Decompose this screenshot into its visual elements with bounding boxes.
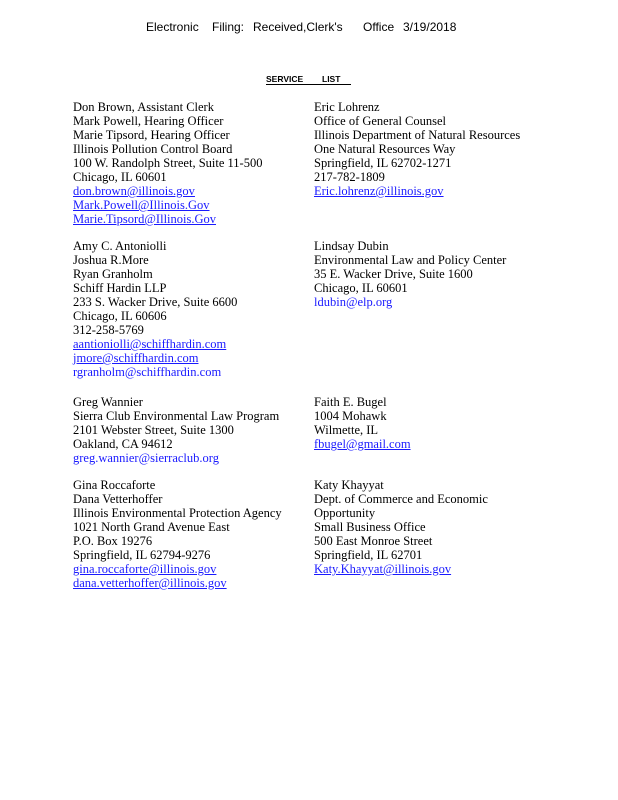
contact-line: Opportunity	[314, 506, 376, 520]
contact-line: Dana Vetterhoffer	[73, 492, 163, 506]
contact-line: Environmental Law and Policy Center	[314, 253, 507, 267]
contact-line: Office of General Counsel	[314, 114, 447, 128]
title-underline	[266, 84, 351, 85]
email-link[interactable]: rgranholm@schiffhardin.com	[73, 365, 222, 379]
email-link[interactable]: fbugel@gmail.com	[314, 437, 411, 451]
contact-block-antoniolli	[73, 239, 237, 379]
contact-line: 35 E. Wacker Drive, Suite 1600	[314, 267, 473, 281]
contact-block-wannier	[73, 395, 279, 465]
header-filing: Filing:	[212, 20, 245, 34]
contact-line: P.O. Box 19276	[73, 534, 153, 548]
contact-line: Springfield, IL 62794-9276	[73, 548, 211, 562]
contact-line: Mark Powell, Hearing Officer	[73, 114, 224, 128]
header-received: Received,Clerk's	[253, 20, 343, 34]
email-link[interactable]: ldubin@elp.org	[314, 295, 393, 309]
contact-line: Lindsay Dubin	[314, 239, 389, 253]
email-link[interactable]: jmore@schiffhardin.com	[73, 351, 199, 365]
email-link[interactable]: aantioniolli@schiffhardin.com	[73, 337, 227, 351]
contact-line: 2101 Webster Street, Suite 1300	[73, 423, 234, 437]
contact-line: Dept. of Commerce and Economic	[314, 492, 488, 506]
contact-line: 312-258-5769	[73, 323, 144, 337]
header-office: Office	[363, 20, 395, 34]
contact-block-dubin	[314, 239, 506, 309]
contact-line: Illinois Department of Natural Resources	[314, 128, 521, 142]
contact-line: Chicago, IL 60601	[73, 170, 167, 184]
contact-line: 1004 Mohawk	[314, 409, 387, 423]
email-link[interactable]: dana.vetterhoffer@illinois.gov	[73, 576, 227, 590]
contact-line: Springfield, IL 62702-1271	[314, 156, 452, 170]
contact-line: 233 S. Wacker Drive, Suite 6600	[73, 295, 238, 309]
contact-line: Joshua R.More	[73, 253, 149, 267]
header-date: 3/19/2018	[403, 20, 457, 34]
contact-line: Small Business Office	[314, 520, 426, 534]
contact-block-roccaforte	[73, 478, 282, 590]
email-link[interactable]: Mark.Powell@Illinois.Gov	[73, 198, 210, 212]
contact-line: Schiff Hardin LLP	[73, 281, 167, 295]
email-link[interactable]: Marie.Tipsord@Illinois.Gov	[73, 212, 216, 226]
email-link[interactable]: Katy.Khayyat@illinois.gov	[314, 562, 452, 576]
email-link[interactable]: don.brown@illinois.gov	[73, 184, 195, 198]
title-service: SERVICE	[266, 74, 304, 84]
contact-line: Ryan Granholm	[73, 267, 153, 281]
title-list: LIST	[322, 74, 341, 84]
contact-line: Eric Lohrenz	[314, 100, 380, 114]
contact-line: Wilmette, IL	[314, 423, 379, 437]
contact-line: Sierra Club Environmental Law Program	[73, 409, 280, 423]
contact-line: Springfield, IL 62701	[314, 548, 423, 562]
contact-line: Chicago, IL 60606	[73, 309, 167, 323]
contact-line: 100 W. Randolph Street, Suite 11-500	[73, 156, 263, 170]
email-link[interactable]: gina.roccaforte@illinois.gov	[73, 562, 217, 576]
contact-line: Don Brown, Assistant Clerk	[73, 100, 214, 114]
contact-line: Chicago, IL 60601	[314, 281, 408, 295]
header-electronic: Electronic	[146, 20, 199, 34]
contact-line: Amy C. Antoniolli	[73, 239, 167, 253]
contact-block-khayyat	[314, 478, 488, 576]
email-link[interactable]: Eric.lohrenz@illinois.gov	[314, 184, 444, 198]
contact-line: Marie Tipsord, Hearing Officer	[73, 128, 230, 142]
email-link[interactable]: greg.wannier@sierraclub.org	[73, 451, 219, 465]
contact-line: Greg Wannier	[73, 395, 143, 409]
contact-line: Illinois Pollution Control Board	[73, 142, 233, 156]
contact-line: Illinois Environmental Protection Agency	[73, 506, 282, 520]
contact-line: One Natural Resources Way	[314, 142, 456, 156]
filing-header	[0, 20, 618, 40]
contact-block-bugel	[314, 395, 411, 451]
contact-line: Faith E. Bugel	[314, 395, 387, 409]
contact-block-brown	[73, 100, 262, 226]
contact-line: 500 East Monroe Street	[314, 534, 433, 548]
contact-line: Gina Roccaforte	[73, 478, 156, 492]
contact-line: Oakland, CA 94612	[73, 437, 173, 451]
contact-block-lohrenz	[314, 100, 520, 198]
contact-line: 217-782-1809	[314, 170, 385, 184]
contact-line: Katy Khayyat	[314, 478, 384, 492]
contact-line: 1021 North Grand Avenue East	[73, 520, 230, 534]
